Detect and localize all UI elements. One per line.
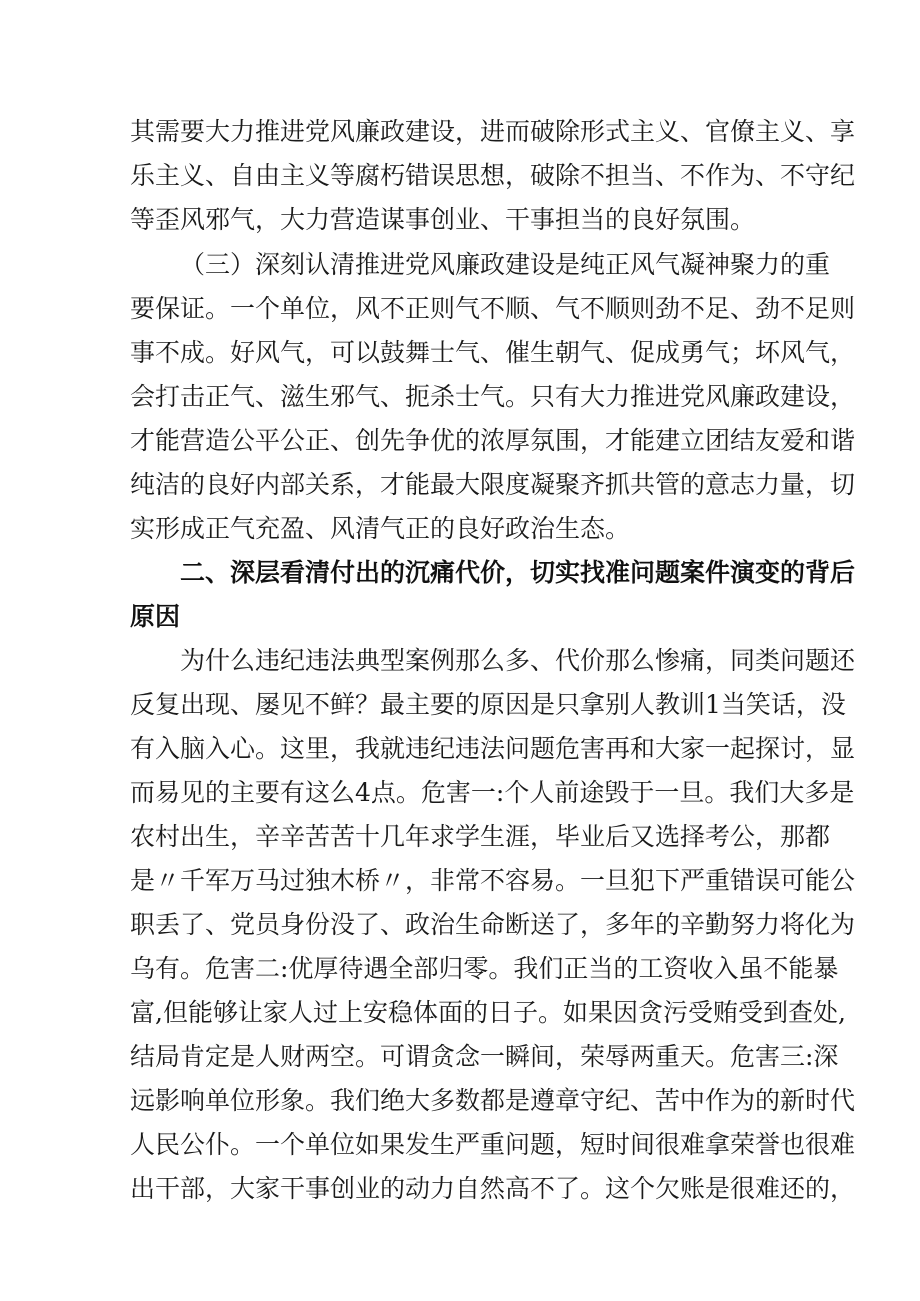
paragraph-line: 而易见的主要有这么4点。危害一:个人前途毁于一旦。我们大多是	[130, 778, 855, 807]
paragraph-line: 事不成。好风气，可以鼓舞士气、催生朝气、促成勇气；坏风气，	[130, 338, 856, 367]
paragraph-line: 要保证。一个单位，风不正则气不顺、气不顺则劲不足、劲不足则	[130, 294, 856, 323]
paragraph-line: 其需要大力推进党风廉政建设，进而破除形式主义、官僚主义、享	[130, 117, 856, 146]
paragraph-line: 远影响单位形象。我们绝大多数都是遵章守纪、苦中作为的新时代	[130, 1086, 856, 1115]
paragraph-line: 出干部，大家干事创业的动力自然高不了。这个欠账是很难还的，	[130, 1174, 856, 1203]
paragraph-line: 职丢了、党员身份没了、政治生命断送了，多年的辛勤努力将化为	[130, 910, 856, 939]
paragraph-line: 实形成正气充盈、风清气正的良好政治生态。	[130, 514, 631, 543]
paragraph-line: 反复出现、屡见不鲜？最主要的原因是只拿别人教训1当笑话，没	[130, 690, 846, 719]
paragraph-line: 结局肯定是人财两空。可谓贪念一瞬间，荣辱两重天。危害三:深	[130, 1042, 839, 1071]
section-heading: 二、深层看清付出的沉痛代价，切实找准问题案件演变的背后	[180, 558, 856, 587]
paragraph-line: 农村出生，辛辛苦苦十几年求学生涯，毕业后又选择考公，那都	[130, 822, 831, 851]
paragraph-line: 人民公仆。一个单位如果发生严重问题，短时间很难拿荣誉也很难	[130, 1130, 856, 1159]
paragraph-line: 会打击正气、滋生邪气、扼杀士气。只有大力推进党风廉政建设，	[130, 382, 856, 411]
paragraph-line: （三）深刻认清推进党风廉政建设是纯正风气凝神聚力的重	[180, 250, 831, 279]
paragraph-line: 乌有。危害二:优厚待遇全部归零。我们正当的工资收入虽不能暴	[130, 954, 839, 983]
paragraph-line: 才能营造公平公正、创先争优的浓厚氛围，才能建立团结友爱和谐	[130, 426, 856, 455]
paragraph-line: 乐主义、自由主义等腐朽错误思想，破除不担当、不作为、不守纪	[130, 161, 856, 190]
paragraph-line: 纯洁的良好内部关系，才能最大限度凝聚齐抓共管的意志力量，切	[130, 470, 856, 499]
paragraph-line: 等歪风邪气，大力营造谋事创业、干事担当的良好氛围。	[130, 205, 756, 234]
paragraph-line: 有入脑入心。这里，我就违纪违法问题危害再和大家一起探讨，显	[130, 734, 856, 763]
paragraph-line: 富,但能够让家人过上安稳体面的日子。如果因贪污受贿受到查处,	[130, 998, 846, 1027]
paragraph-line: 为什么违纪违法典型案例那么多、代价那么惨痛，同类问题还	[180, 646, 856, 675]
paragraph-line: 是〃千军万马过独木桥〃，非常不容易。一旦犯下严重错误可能公	[130, 866, 856, 895]
section-heading: 原因	[130, 602, 181, 631]
